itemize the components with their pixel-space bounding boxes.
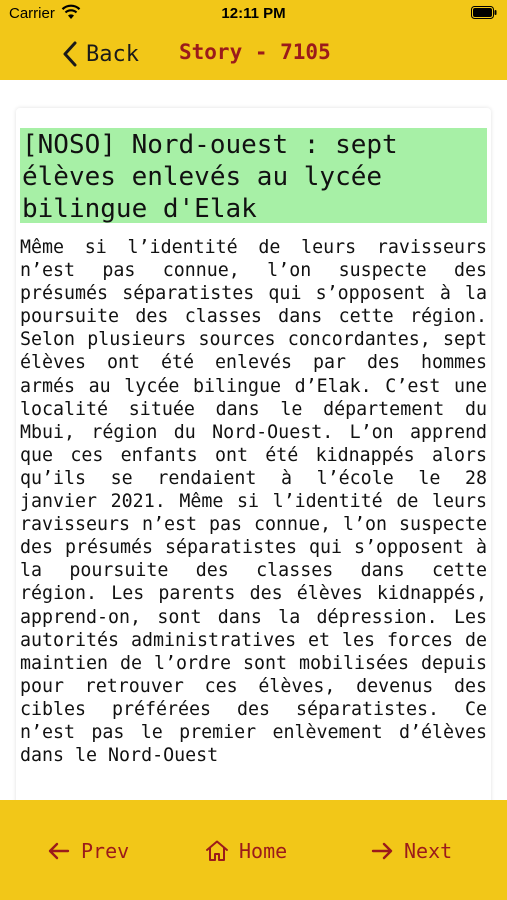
prev-label: Prev: [81, 839, 130, 863]
story-headline: [NOSO] Nord-ouest : sept élèves enlevés au lycée bilingue d'Elak: [20, 128, 487, 223]
next-label: Next: [404, 839, 453, 863]
story-body: Même si l’identité de leurs ravisseurs n’est pas connue, l’on suspecte des présumés séparatistes qui s’opposent à la poursuite des classes dans cette région. Selon plusieurs sources concordantes, sept élèves ont été enlevés par des hommes armés au lycée bilingue d’Elak. C’est une localité située dans le département du Mbui, région du Nord-Ouest. L’on apprend que ces enfants ont été kidnappés alors qu’ils se rendaient à l’école le 28 janvier 2021. Même si l’identité de leurs ravisseurs n’est pas connue, l’on suspecte des présumés séparatistes qui s’opposent à la poursuite des classes dans cette région. Les parents des élèves kidnappés, apprend-on, sont dans la dépression. Les autorités administratives et les forces de maintien de l’ordre sont mobilisées depuis pour retrouver ces élèves, devenus des cibles préférées des séparatistes. Ce n’est pas le premier enlèvement d’élèves dans le Nord-Ouest: [20, 237, 487, 767]
navigation-bar: [0, 28, 507, 80]
story-card: [16, 108, 491, 828]
page-title: Story - 7105: [179, 40, 331, 64]
home-icon: [205, 839, 229, 863]
next-button[interactable]: [370, 834, 452, 868]
arrow-left-icon: [47, 839, 71, 863]
battery-icon: [471, 6, 497, 19]
arrow-right-icon: [370, 839, 394, 863]
home-label: Home: [239, 839, 288, 863]
back-label: Back: [86, 41, 139, 67]
status-bar: [0, 0, 507, 28]
home-button[interactable]: [205, 834, 287, 868]
back-button[interactable]: [62, 37, 139, 71]
carrier-label: Carrier: [9, 5, 55, 22]
status-time: 12:11 PM: [221, 5, 286, 22]
bottom-toolbar: [0, 800, 507, 900]
chevron-left-icon: [62, 41, 78, 67]
prev-button[interactable]: [47, 834, 129, 868]
